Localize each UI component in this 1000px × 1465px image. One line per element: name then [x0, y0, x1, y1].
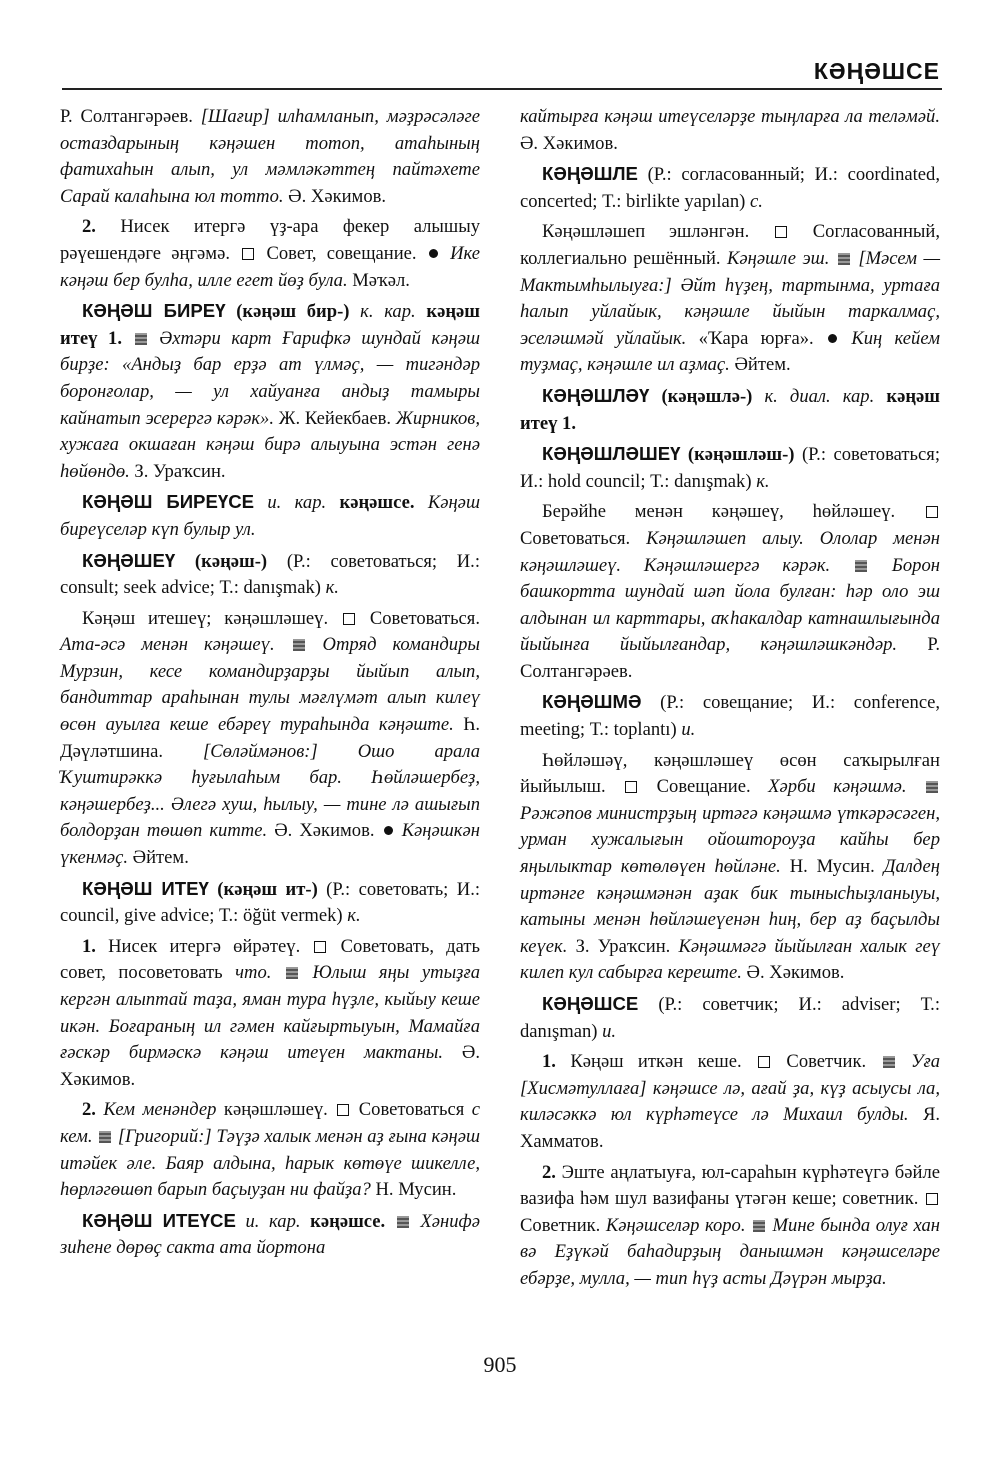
right-column — [520, 104, 940, 1297]
text-span: Согласованный, коллегиально решённый. — [520, 221, 940, 269]
italic-text: к. — [756, 470, 770, 492]
italic-text: Жирников, хужаға окшаған кәңәш бирә алыуына эстән генә һөйөндө. — [60, 407, 480, 482]
left-paragraph — [60, 1208, 480, 1262]
example-marker-icon — [286, 967, 298, 979]
italic-text: Ике кәңәш бер булһа, илле егет йөҙ була. — [60, 242, 480, 291]
text-span: Нисек итергә үҙ-ара фекер алышыу рәүешендәге әңгәмә. — [60, 216, 480, 264]
italic-text: Кәңәшкән үкенмәҫ. — [60, 820, 480, 869]
headword: КӘҢӘШМӘ — [542, 691, 642, 713]
italic-text: [Мәсем — Мактымһылыуға:] Әйт һүҙең, тартынма, уртаға һалып уйлайык, кәңәшле йыйын таркалмаҫ, эселәшмәй уйлайык. — [520, 247, 940, 349]
bold-text: 2. — [82, 1099, 96, 1121]
italic-text: Мине бында олуғ хан вә Еҙүкәй баһадирҙың данышмән кәңәшселәре ебәрҙе, мулла, — тип һүҙ асты Дәүрән мырҙа. — [520, 1214, 940, 1289]
text-span: Әйтем. — [729, 354, 791, 376]
text-span — [745, 1215, 751, 1236]
italic-text: [Шағир] илһамланып, мәҙрәсәләге остаздарының кәңәшен тотоп, атаһының фатихаһын алып, ул мәмләкәттең пайтәхете Сарай калаһына юл тотто. — [60, 106, 480, 207]
text-span: Мәҡәл. — [347, 269, 410, 291]
text-span: Ж. Кейекбаев. — [274, 407, 396, 429]
headword: КӘҢӘШСЕ — [542, 993, 639, 1014]
italic-text: Борон башкортта шундай шәп йола булған: һәр оло эш алдынан ил карттары, аҡһакалдар катнашлығында йыйынға йыйылғандар, кәңәшләшкәндәр. — [520, 554, 940, 656]
text-span: (Р.: советчик; И.: adviser; Т.: danışman) — [520, 994, 940, 1042]
text-span: Кәңәшләшеп эшләнгән. — [542, 221, 773, 243]
russian-equivalent-marker-icon — [926, 1193, 938, 1205]
italic-text: Уға [Хисмәтуллаға] кәңәшсе лә, ағай ҙа, күҙ асыусы ла, киләсәккә юл күрһәтеүсе лә Михаил булды. — [520, 1051, 941, 1126]
italic-text: к. диал. кар. — [752, 385, 875, 407]
text-span: кәңәшләшеү. — [216, 1099, 336, 1121]
bold-text: 2. — [542, 1161, 556, 1183]
right-paragraph — [520, 383, 940, 437]
text-span: Ә. Хәкимов. — [60, 1042, 480, 1090]
text-span: (Р.: согласованный; И.: coordinated, concerted; Т.: birlikte yapılan) — [520, 164, 940, 212]
italic-text: Юлыш яңы утыҙға кергән алыптай таҙа, яман тура һүҙле, кыйыу кеше икән. Боғараның ил гәмен кайғыртыуын, Мамайға ғәскәр бирмәскә кәңәш итеүен мактаны. — [60, 962, 480, 1064]
text-span: Ә. Хәкимов. — [741, 962, 845, 984]
text-span: Р. Солтангәрәев. — [520, 634, 940, 682]
text-span: Р. Солтангәрәев. — [60, 106, 201, 127]
italic-text: с кем. — [60, 1099, 480, 1147]
text-span: «Ҡара юрға». — [686, 327, 827, 349]
left-paragraph — [60, 606, 480, 872]
italic-text: Киң кейем туҙмаҫ, кәңәшле ил аҙмаҫ. — [520, 327, 940, 376]
bold-text: кәңәшсе. — [326, 492, 415, 514]
left-paragraph — [60, 548, 480, 602]
text-span: Совет, совещание. — [256, 242, 427, 264]
left-paragraph — [60, 1097, 480, 1203]
bold-text: (кәңәш-) — [175, 550, 268, 572]
russian-equivalent-marker-icon — [926, 506, 938, 518]
right-paragraph — [520, 219, 940, 379]
example-marker-icon — [926, 781, 938, 793]
italic-text: Хәнифә зиһене дөрөҫ сакта ата йортона — [60, 1210, 480, 1259]
headword: КӘҢӘШЛӘШЕҮ — [542, 443, 681, 465]
text-span: Әйтем. — [128, 847, 189, 869]
bold-text: 2. — [82, 216, 96, 238]
italic-text: к. кар. — [349, 301, 416, 323]
bold-text: кәңәш итеү 1. — [520, 385, 940, 434]
text-span: Ә. Хәкимов. — [520, 132, 618, 154]
right-paragraph — [520, 161, 940, 215]
russian-equivalent-marker-icon — [343, 613, 355, 625]
italic-text: Ата-әсә менән кәңәшеү. — [60, 634, 275, 656]
text-span — [271, 962, 284, 983]
text-span — [122, 328, 133, 349]
text-span: Советоваться. — [356, 607, 481, 629]
headword: КӘҢӘШЕҮ — [82, 549, 176, 571]
proverb-bullet-icon — [429, 249, 438, 258]
text-span — [385, 1211, 395, 1232]
russian-equivalent-marker-icon — [775, 226, 787, 238]
text-span: Һ. Дәүләтшина. — [60, 714, 480, 762]
text-span: Советчик. — [772, 1051, 881, 1073]
right-paragraph — [520, 441, 940, 495]
italic-text: с. — [749, 190, 763, 212]
italic-text: Кәңәшле эш. — [727, 247, 830, 269]
right-paragraph — [520, 748, 940, 987]
headword: КӘҢӘШ ИТЕҮСЕ — [82, 1209, 236, 1231]
left-paragraph — [60, 934, 480, 1094]
italic-text: к. — [347, 905, 361, 927]
italic-text: [Григорий:] Тәүҙә халык менән аҙ ғына кәңәш итәйек әле. Баяр алдына, һарык көтөүе шикелле, һөрләгөшөп барып баҫыуҙан ни файҙа? — [60, 1125, 480, 1201]
right-paragraph — [520, 1160, 940, 1293]
text-span: Я. Хамматов. — [520, 1104, 940, 1152]
right-paragraph — [520, 499, 940, 685]
text-span: Кәңәш иткән кеше. — [555, 1051, 757, 1073]
example-marker-icon — [753, 1220, 765, 1232]
right-paragraph — [520, 991, 940, 1045]
italic-text: [Сөләймәнов:] Ошо арала Ҡуштирәккә һуғылаһым бар. Һөйләшербеҙ, кәңәшербеҙ... Әлегә хуш, һылыу, — тине лә ашығып болдорҙан төшөп китте. — [60, 740, 480, 842]
italic-text: Отряд командиры Мурзин, кесе командирҙарҙы йыйып алып, бандиттар араһынан тулы мәғлүмәт алып килеү өсөн ауылға кеше ебәреү тураһында кәңәште. — [60, 634, 480, 736]
text-span — [275, 634, 291, 655]
text-span: (Р.: совещание; И.: conference, meeting; Т.: toplantı) — [520, 692, 940, 741]
text-span: Советоваться. — [520, 527, 647, 549]
left-paragraph — [60, 104, 480, 210]
text-span: Ә. Хәкимов. — [283, 185, 387, 207]
headword: КӘҢӘШ БИРЕҮСЕ — [82, 491, 255, 513]
italic-text: кайтырға кәңәш итеүселәрҙе тыңларға ла теләмәй. — [520, 106, 940, 127]
text-span: Советовать, дать совет, посоветовать — [60, 935, 480, 984]
russian-equivalent-marker-icon — [625, 781, 637, 793]
text-span: (Р.: советоваться; И.: hold council; Т.: danışmak) — [520, 444, 940, 492]
bold-text: (кәңәш бир-) — [225, 301, 350, 323]
text-span: Н. Мусин. — [370, 1179, 457, 1201]
left-paragraph — [60, 876, 480, 930]
text-span — [830, 555, 853, 576]
right-paragraph — [520, 1049, 940, 1155]
text-span — [829, 248, 835, 269]
bold-text: 1. — [82, 935, 96, 957]
text-span — [93, 1126, 98, 1147]
text-span: Совещание. — [639, 776, 769, 798]
text-span: (Р.: советовать; И.: council, give advice; Т.: öğüt vermek) — [60, 878, 481, 927]
italic-text: и. кар. — [254, 492, 327, 514]
russian-equivalent-marker-icon — [314, 941, 326, 953]
headword: КӘҢӘШ БИРЕҮ — [82, 300, 226, 322]
example-marker-icon — [838, 253, 850, 265]
russian-equivalent-marker-icon — [758, 1056, 770, 1068]
text-span: Һөйләшәү, кәңәшләшеү өсөн саҡырылған йыйылыш. — [520, 749, 940, 798]
italic-text: Кәңәшмәгә йыйылған халык геү килеп кул сабырға кереште. — [520, 935, 941, 984]
bold-text: (кәңәшләш-) — [680, 444, 795, 466]
bold-text: кәңәш итеү 1. — [60, 301, 481, 349]
russian-equivalent-marker-icon — [337, 1104, 349, 1116]
italic-text: Әхтәри карт Ғарифкә шундай кәңәш бирҙе: «Андыҙ бар ерҙә ат үлмәҫ, — тигәндәр боронғолар, — ул хайуанға андыҙ тамыры кайнатып эсерергә кәрәк». — [60, 327, 480, 429]
italic-text: к. — [325, 577, 339, 599]
italic-text: Рәжәпов министрҙың иртәгә кәңәшмә үткәрәсәген, урман хужалығын ойоштороуҙа кайһы бер яңылыктар көтөлөүен һөйләне. — [520, 802, 940, 878]
text-span: Ә. Хәкимов. — [267, 820, 382, 842]
text-span — [906, 776, 924, 797]
bold-text: (кәңәш ит-) — [208, 878, 318, 900]
proverb-bullet-icon — [828, 334, 837, 343]
text-span: (Р.: советоваться; И.: consult; seek advice; Т.: danışmak) — [60, 550, 480, 599]
headword: КӘҢӘШ ИТЕҮ — [82, 877, 209, 899]
bold-text: кәңәшсе. — [300, 1210, 386, 1232]
text-span: Советник. — [520, 1214, 606, 1236]
text-span: Н. Мусин. — [780, 856, 884, 878]
example-marker-icon — [99, 1131, 111, 1143]
italic-text: что. — [235, 962, 272, 984]
headword: КӘҢӘШЛӘҮ — [542, 384, 650, 406]
italic-text: Кәңәшләшеп алыу. Ололар менән кәңәшләшеү. Кәңәшләшергә кәрәк. — [520, 527, 941, 576]
left-column — [60, 104, 480, 1266]
headword: КӘҢӘШЛЕ — [542, 163, 638, 185]
right-paragraph — [520, 689, 940, 743]
example-marker-icon — [397, 1216, 409, 1228]
italic-text: Далдең иртәнге кәңәшмәнән аҙак бик тынысһыҙланыуы, катыны менән һөйләшеүенән һиң, бер аҙ баҫылды кеүек. — [520, 856, 940, 957]
text-span: Эште аңлатыуға, юл-сараһын күрһәтеүгә бәйле вазифа һәм шул вазифаны үтәгән кеше; советник. — [520, 1161, 940, 1210]
italic-text: и. — [602, 1020, 617, 1042]
example-marker-icon — [293, 639, 305, 651]
text-span: Берәйһе менән кәңәшеү, һөйләшеү. — [542, 501, 924, 523]
text-span: З. Ураҡсин. — [129, 460, 226, 482]
bold-text: 1. — [542, 1051, 556, 1073]
text-span: З. Ураҡсин. — [567, 935, 679, 957]
left-paragraph — [60, 214, 480, 294]
italic-text: Кем менәндер — [95, 1099, 217, 1121]
proverb-bullet-icon — [384, 826, 393, 835]
text-span: Кәңәш итешеү; кәңәшләшеү. — [82, 607, 341, 629]
example-marker-icon — [883, 1056, 895, 1068]
example-marker-icon — [855, 560, 867, 572]
text-span: Нисек итергә өйрәтеү. — [95, 935, 313, 957]
page-number: 905 — [483, 1352, 517, 1377]
running-header — [62, 54, 942, 90]
italic-text: Кәңәшселәр коро. — [605, 1214, 746, 1236]
italic-text: Хәрби кәңәшмә. — [768, 776, 907, 798]
text-span: Советоваться — [351, 1099, 472, 1121]
italic-text: Кәңәш биреүселәр күп булыр ул. — [60, 492, 480, 540]
bold-text: (кәңәшлә-) — [649, 385, 753, 407]
example-marker-icon — [135, 333, 147, 345]
russian-equivalent-marker-icon — [242, 248, 254, 260]
left-paragraph — [60, 489, 480, 543]
left-paragraph — [60, 298, 480, 485]
italic-text: и. кар. — [235, 1210, 301, 1232]
running-header-title: КӘҢӘШСЕ — [813, 58, 940, 84]
right-paragraph — [520, 104, 940, 157]
italic-text: и. — [681, 719, 696, 741]
